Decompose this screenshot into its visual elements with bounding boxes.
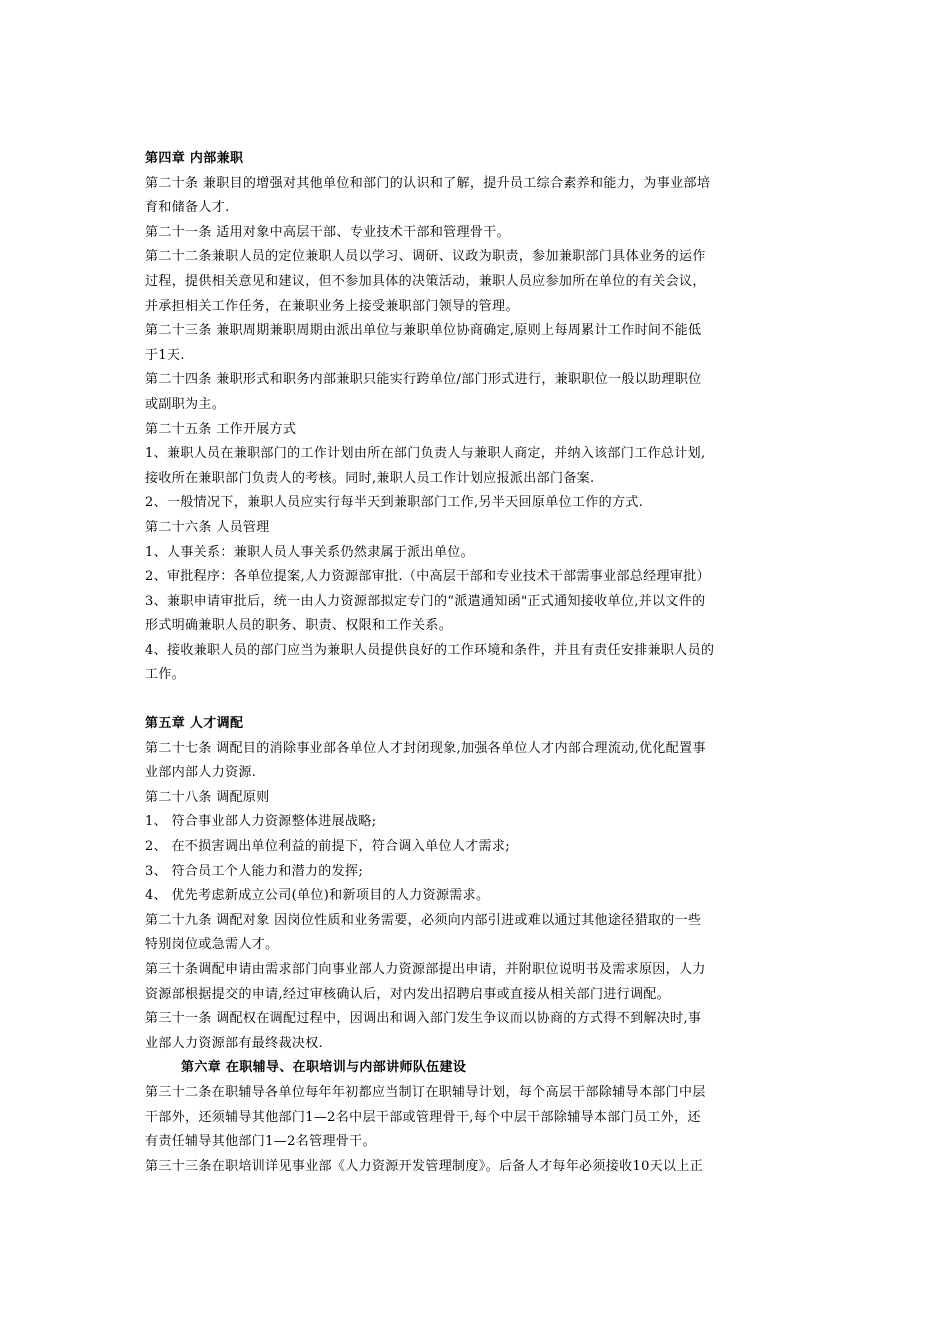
paragraph-line: 育和储备人才. [145,200,230,216]
paragraph-line: 1、兼职人员在兼职部门的工作计划由所在部门负责人与兼职人商定，并纳入该部门工作总计划, [145,446,706,462]
paragraph-line: 2、一般情况下，兼职人员应实行每半天到兼职部门工作,另半天回原单位工作的方式. [145,495,644,511]
paragraph-line: 3、 符合员工个人能力和潜力的发挥; [145,863,364,879]
paragraph-line: 4、 优先考虑新成立公司(单位)和新项目的人力资源需求。 [145,888,490,904]
chapter-5-title: 第五章 人才调配 [145,716,244,732]
paragraph-line: 1、人事关系：兼职人员人事关系仍然隶属于派出单位。 [145,544,475,560]
paragraph-line: 2、 在不损害调出单位利益的前提下，符合调入单位人才需求; [145,839,510,855]
paragraph-line: 2、审批程序：各单位提案,人力资源部审批.（中高层干部和专业技术干部需事业部总经理审批） [145,569,710,585]
paragraph-line: 1、 符合事业部人力资源整体进展战略; [145,814,377,830]
paragraph-line: 第二十一条 适用对象中高层干部、专业技术干部和管理骨干。 [145,224,510,240]
paragraph-line: 形式明确兼职人员的职务、职责、权限和工作关系。 [145,618,453,634]
paragraph-line: 资源部根据提交的申请,经过审核确认后，对内发出招聘启事或直接从相关部门进行调配。 [145,986,671,1002]
paragraph-line: 接收所在兼职部门负责人的考核。同时,兼职人员工作计划应报派出部门备案. [145,470,595,486]
paragraph-line: 第三十三条在职培训详见事业部《人力资源开发管理制度》。后备人才每年必须接收10天以上正 [145,1158,704,1174]
paragraph-line: 工作。 [145,667,186,683]
paragraph-line: 业部内部人力资源. [145,765,257,781]
chapter-4-title: 第四章 内部兼职 [145,151,244,166]
paragraph-line: 特别岗位或急需人才。 [145,937,279,953]
paragraph-line: 第二十九条 调配对象 因岗位性质和业务需要，必须向内部引进或难以通过其他途径猎取的一些 [145,912,702,928]
paragraph-line: 第二十七条 调配目的消除事业部各单位人才封闭现象,加强各单位人才内部合理流动,优化配置事 [145,740,706,756]
paragraph-line: 第二十八条 调配原则 [145,789,270,805]
paragraph-line: 第二十条 兼职目的增强对其他单位和部门的认识和了解，提升员工综合素养和能力，为事业部培 [145,175,711,191]
chapter-6-title: 第六章 在职辅导、在职培训与内部讲师队伍建设 [181,1060,467,1076]
chapter-6-body [145,1081,810,1179]
paragraph-line: 有责任辅导其他部门1—2名管理骨干。 [145,1134,376,1150]
paragraph-line: 第二十六条 人员管理 [145,519,270,535]
chapter-5-body [145,737,810,1057]
paragraph-line: 过程，提供相关意见和建议，但不参加具体的决策活动，兼职人员应参加所在单位的有关会议， [145,273,706,289]
paragraph-line: 并承担相关工作任务，在兼职业务上接受兼职部门领导的管理。 [145,298,519,314]
paragraph-line: 第三十一条 调配权在调配过程中，因调出和调入部门发生争议而以协商的方式得不到解决时,事 [145,1011,702,1027]
paragraph-line: 第三十二条在职辅导各单位每年年初都应当制订在职辅导计划，每个高层干部除辅导本部门中层 [145,1084,706,1100]
paragraph-line: 第二十五条 工作开展方式 [145,421,297,437]
paragraph-line: 于1天. [145,347,185,363]
paragraph-line: 第三十条调配申请由需求部门向事业部人力资源部提出申请，并附职位说明书及需求原因，人力 [145,962,706,977]
paragraph-line: 干部外，还须辅导其他部门1—2名中层干部或管理骨干,每个中层干部除辅导本部门员工外，还 [145,1109,701,1125]
paragraph-line: 或副职为主。 [145,396,226,412]
paragraph-line: 第二十二条兼职人员的定位兼职人员以学习、调研、议政为职责，参加兼职部门具体业务的运作 [145,249,706,265]
chapter-4-body [145,172,810,688]
document-page [145,147,810,1179]
paragraph-line: 业部人力资源部有最终裁决权. [145,1035,324,1051]
paragraph-line: 3、兼职申请审批后，统一由人力资源部拟定专门的“派遣通知函"正式通知接收单位,并以文件的 [145,593,706,609]
paragraph-line: 第二十三条 兼职周期兼职周期由派出单位与兼职单位协商确定,原则上每周累计工作时间不能低 [145,323,702,339]
section-spacer [145,688,810,712]
paragraph-line: 第二十四条 兼职形式和职务内部兼职只能实行跨单位/部门形式进行，兼职职位一般以助理职位 [145,372,702,388]
paragraph-line: 4、接收兼职人员的部门应当为兼职人员提供良好的工作环境和条件，并且有责任安排兼职人员的 [145,642,715,658]
